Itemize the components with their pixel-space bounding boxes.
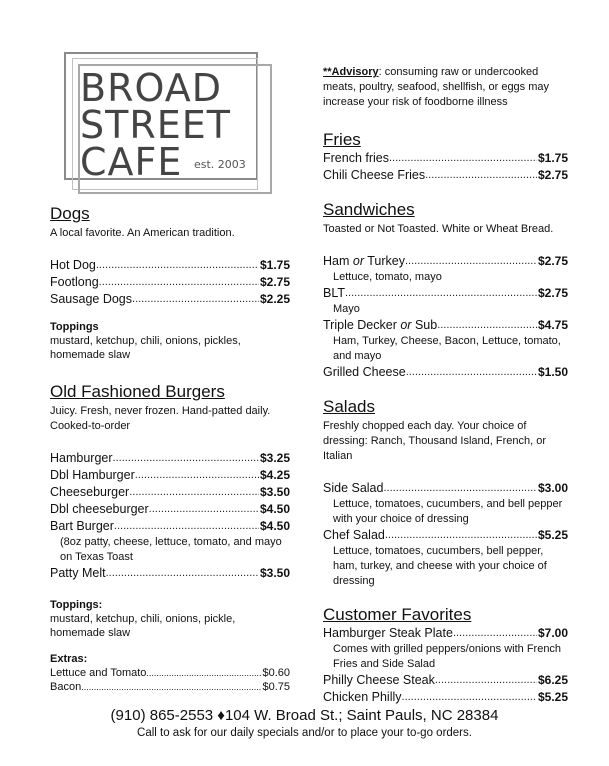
menu-item (50, 291, 290, 308)
menu-item (323, 527, 568, 544)
item-price: $1.50 (537, 365, 568, 379)
menu-item (323, 689, 568, 706)
dogs-toppings-label: Toppings (50, 321, 99, 333)
item-price: $4.50 (259, 519, 290, 533)
item-price: $5.25 (537, 528, 568, 542)
item-name: Patty Melt (50, 566, 106, 580)
item-price: $0.75 (262, 681, 290, 693)
specials-note: Call to ask for our daily specials and/or to place your to-go orders. (137, 727, 472, 739)
left-column (50, 204, 290, 694)
item-price: $1.75 (259, 258, 290, 272)
item-price: $2.75 (537, 168, 568, 182)
menu-item (323, 364, 568, 381)
item-price: $3.50 (259, 566, 290, 580)
item-name: Chili Cheese Fries (323, 168, 426, 182)
item-name: Bacon (50, 681, 82, 693)
logo-text-cafe: CAFE (80, 140, 183, 184)
item-price: $2.25 (259, 292, 290, 306)
item-name: Hamburger Steak Plate (323, 626, 453, 640)
menu-item (50, 518, 290, 535)
burgers-description: Juicy. Fresh, never frozen. Hand-patted daily. Cooked-to-order (50, 405, 271, 432)
item-name: French fries (323, 151, 389, 165)
advisory-notice (323, 65, 568, 110)
favorites-heading: Customer Favorites (323, 605, 472, 624)
item-name: Philly Cheese Steak (323, 673, 435, 687)
item-price: $6.25 (537, 673, 568, 687)
item-price: $2.75 (259, 275, 290, 289)
menu-item (323, 672, 568, 689)
menu-item (50, 501, 290, 518)
salads-heading: Salads (323, 397, 375, 416)
salads-description: Freshly chopped each day. Your choice of dressing: Ranch, Thousand Island, French, or Italian (323, 420, 546, 462)
logo-text-street: STREET (80, 103, 231, 147)
menu-item (50, 565, 290, 582)
dogs-heading: Dogs (50, 204, 90, 223)
menu-item (50, 450, 290, 467)
item-note: Lettuce, tomatoes, cucumbers, and bell pepper with your choice of dressing (333, 498, 563, 525)
bart-burger-note: (8oz patty, cheese, lettuce, tomato, and mayo on Texas Toast (60, 536, 282, 563)
menu-item (323, 480, 568, 497)
item-price: $4.25 (259, 468, 290, 482)
item-note: Ham, Turkey, Cheese, Bacon, Lettuce, tomato, and mayo (333, 335, 561, 362)
extra-item (50, 680, 290, 694)
item-name: Side Salad (323, 481, 384, 495)
logo-established: est. 2003 (194, 158, 246, 171)
item-note: Mayo (333, 303, 360, 315)
menu-item (50, 274, 290, 291)
item-price: $0.60 (262, 667, 290, 679)
item-name: Dbl cheeseburger (50, 502, 149, 516)
item-price: $1.75 (537, 151, 568, 165)
item-price: $2.75 (537, 286, 568, 300)
item-name: Chicken Philly (323, 690, 402, 704)
item-name: Footlong (50, 275, 99, 289)
item-name: Ham or Turkey (323, 254, 405, 268)
menu-item (323, 317, 568, 334)
item-name: Lettuce and Tomato (50, 667, 147, 679)
item-price: $3.50 (259, 485, 290, 499)
menu-item (50, 257, 290, 274)
item-name: Hamburger (50, 451, 113, 465)
item-price: $7.00 (537, 626, 568, 640)
item-price: $3.25 (259, 451, 290, 465)
menu-item (323, 150, 568, 167)
menu-item (323, 625, 568, 642)
item-price: $2.75 (537, 254, 568, 268)
item-price: $4.75 (537, 318, 568, 332)
dogs-description: A local favorite. An American tradition. (50, 227, 235, 239)
contact-line: (910) 865-2553 ♦104 W. Broad St.; Saint Pauls, NC 28384 (110, 707, 499, 724)
extras-label: Extras: (50, 653, 88, 665)
right-column (323, 65, 568, 706)
item-name: Cheeseburger (50, 485, 130, 499)
menu-item (323, 285, 568, 302)
advisory-text: : consuming raw or undercooked meats, poultry, seafood, shellfish, or eggs may increase your risk of foodborne illness (323, 66, 550, 108)
item-price: $5.25 (537, 690, 568, 704)
menu-item (323, 167, 568, 184)
item-name: Grilled Cheese (323, 365, 406, 379)
menu-item (50, 467, 290, 484)
item-name: Sausage Dogs (50, 292, 133, 306)
item-name: Dbl Hamburger (50, 468, 135, 482)
logo-text-broad: BROAD (80, 66, 222, 110)
item-price: $3.00 (537, 481, 568, 495)
burgers-toppings-label: Toppings: (50, 599, 103, 611)
item-name: Triple Decker or Sub (323, 318, 438, 332)
item-price: $4.50 (259, 502, 290, 516)
item-note: Comes with grilled peppers/onions with French Fries and Side Salad (333, 643, 562, 670)
fries-heading: Fries (323, 130, 361, 149)
burgers-toppings-list: mustard, ketchup, chili, onions, pickle, homemade slaw (50, 613, 236, 639)
dogs-toppings-list: mustard, ketchup, chili, onions, pickles, homemade slaw (50, 335, 241, 361)
sandwiches-heading: Sandwiches (323, 200, 415, 219)
item-name: BLT (323, 286, 345, 300)
menu-item (323, 253, 568, 270)
item-name: Bart Burger (50, 519, 114, 533)
sandwiches-description: Toasted or Not Toasted. White or Wheat Bread. (323, 223, 554, 235)
item-name: Chef Salad (323, 528, 385, 542)
footer (0, 706, 609, 741)
cafe-logo (64, 52, 270, 194)
item-name: Hot Dog (50, 258, 96, 272)
advisory-label: **Advisory (323, 66, 379, 78)
menu-item (50, 484, 290, 501)
item-note: Lettuce, tomatoes, cucumbers, bell pepper, ham, turkey, and cheese with your choice of dressing (333, 545, 547, 587)
item-note: Lettuce, tomato, mayo (333, 271, 442, 283)
burgers-heading: Old Fashioned Burgers (50, 382, 225, 401)
extra-item (50, 666, 290, 680)
